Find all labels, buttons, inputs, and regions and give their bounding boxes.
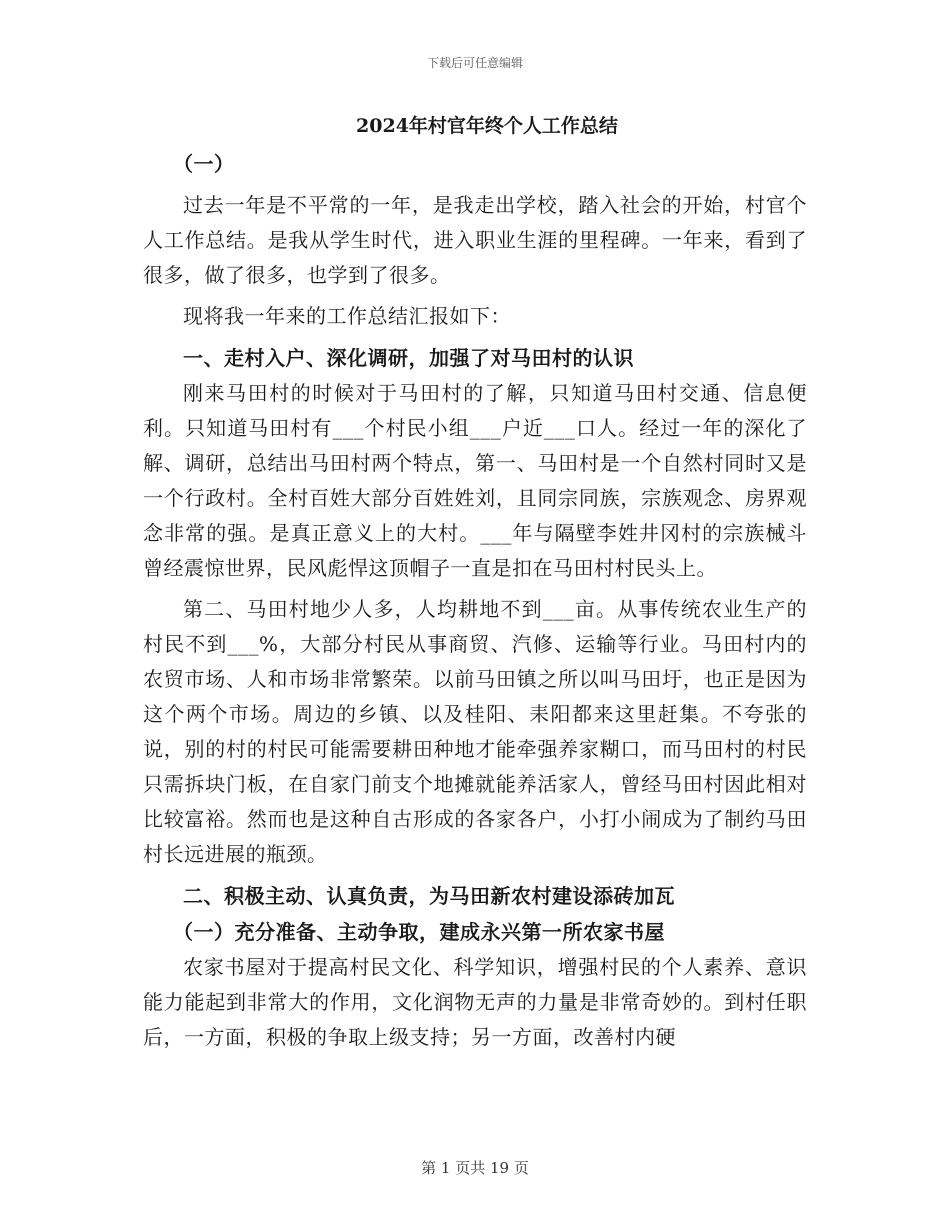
header-note: 下载后可任意编辑 bbox=[426, 56, 523, 70]
paragraph-1: 过去一年是不平常的一年，是我走出学校，踏入社会的开始，村官个人工作总结。是我从学生时代，进入职业生涯的里程碑。一年来，看到了很多，做了很多，也学到了很多。 bbox=[143, 193, 807, 287]
document-body bbox=[143, 106, 807, 1055]
paragraph-2: 现将我一年来的工作总结汇报如下： bbox=[183, 304, 511, 328]
heading-3: （一）充分准备、主动争取，建成永兴第一所农家书屋 bbox=[173, 920, 665, 944]
section-marker: （一） bbox=[173, 152, 235, 176]
heading-1: 一、走村入户、深化调研，加强了对马田村的认识 bbox=[183, 346, 634, 370]
paragraph-4: 第二、马田村地少人多，人均耕地不到___亩。从事传统农业生产的村民不到___%，大部分村民从事商贸、汽修、运输等行业。马田村内的农贸市场、人和市场非常繁荣。以前马田镇之所以叫马田圩，也正是因为这个两个市场。周边的乡镇、以及桂阳、耒阳都来这里赶集。不夸张的说，别的村的村民可能需要耕田种地才能牵强养家糊口，而马田村的村民只需拆块门板，在自家门前支个地摊就能养活家人，曾经马田村因此相对比较富裕。然而也是这种自古形成的各家各户，小打小闹成为了制约马田村长远进展的瓶颈。 bbox=[143, 597, 807, 866]
paragraph-3: 刚来马田村的时候对于马田村的了解，只知道马田村交通、信息便利。只知道马田村有___个村民小组___户近___口人。经过一年的深化了解、调研，总结出马田村两个特点，第一、马田村是一个自然村同时又是一个行政村。全村百姓大部分百姓姓刘，且同宗同族，宗族观念、房界观念非常的强。是真正意义上的大村。___年与隔壁李姓井冈村的宗族械斗曾经震惊世界，民风彪悍这顶帽子一直是扣在马田村村民头上。 bbox=[143, 381, 807, 580]
heading-2: 二、积极主动、认真负责，为马田新农村建设添砖加瓦 bbox=[183, 884, 675, 908]
paragraph-5: 农家书屋对于提高村民文化、科学知识，增强村民的个人素养、意识能力能起到非常大的作用，文化润物无声的力量是非常奇妙的。到村任职后，一方面，积极的争取上级支持；另一方面，改善村内硬 bbox=[143, 955, 807, 1049]
document-title: 2024年村官年终个人工作总结 bbox=[356, 115, 618, 137]
page-number: 第 1 页共 19 页 bbox=[421, 1159, 529, 1177]
